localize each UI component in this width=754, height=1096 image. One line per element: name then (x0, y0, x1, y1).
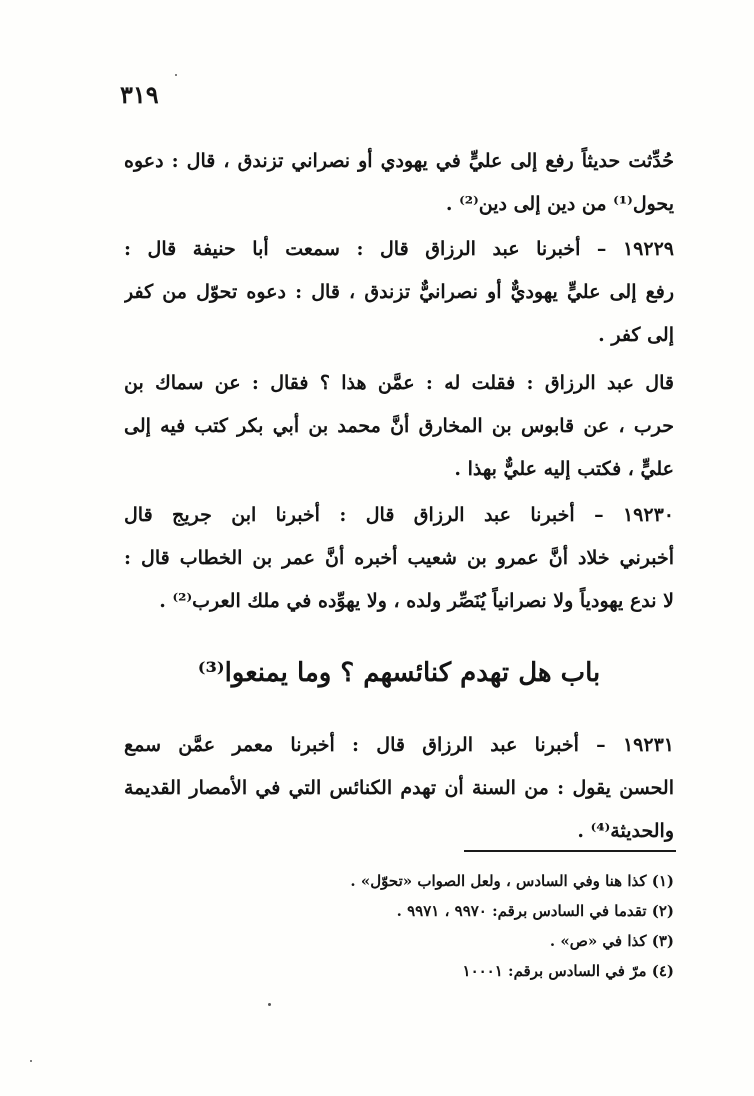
paragraph-line: رفع إلى عليٍّ يهوديٌّ أو نصرانيٌّ تزندق ، قال : دعوه تحوّل من كفر (124, 281, 674, 303)
hadith-19229 (124, 228, 674, 357)
footnote-3: (٣) كذا في «ص» . (549, 932, 674, 950)
footnote-1: (١) كذا هنا وفي السادس ، ولعل الصواب «تحوّل» . (350, 872, 674, 890)
paragraph-line: إلى كفر . (598, 324, 674, 346)
paragraph-line: عليٍّ ، فكتب إليه عليٌّ بهذا . (454, 458, 674, 480)
paragraph-line: يحول⁽¹⁾ من دين إلى دين⁽²⁾ . (445, 193, 674, 215)
paragraph-1 (124, 140, 674, 226)
chapter-heading: باب هل تهدم كنائسهم ؟ وما يمنعوا⁽³⁾ (197, 658, 601, 688)
paragraph-line: أخبرني خلاد أنَّ عمرو بن شعيب أخبره أنَّ عمر بن الخطاب قال : (124, 547, 674, 569)
paragraph-abd-al-razzaq (124, 362, 674, 491)
footnote-2: (٢) تقدما في السادس برقم: ٩٩٧٠ ، ٩٩٧١ . (396, 902, 674, 920)
scan-speck (268, 1003, 271, 1006)
hadith-19230 (124, 494, 674, 623)
paragraph-line: قال عبد الرزاق : فقلت له : عمَّن هذا ؟ فقال : عن سماك بن (124, 372, 674, 394)
paragraph-line: والحديثة⁽⁴⁾ . (577, 820, 674, 842)
paragraph-line: حرب ، عن قابوس بن المخارق أنَّ محمد بن أبي بكر كتب فيه إلى (124, 415, 674, 437)
page-number: ٣١٩ (120, 80, 159, 109)
footnote-divider (464, 850, 676, 852)
paragraph-line: حُدِّثت حديثاً رفع إلى عليٍّ في يهودي أو نصراني تزندق ، قال : دعوه (124, 150, 674, 172)
paragraph-line: ١٩٢٣٠ – أخبرنا عبد الرزاق قال : أخبرنا ابن جريج قال (124, 504, 674, 526)
paragraph-line: ١٩٢٢٩ – أخبرنا عبد الرزاق قال : سمعت أبا حنيفة قال : (124, 238, 674, 260)
hadith-19231 (124, 724, 674, 853)
footnote-4: (٤) مرّ في السادس برقم: ١٠٠٠١ (462, 962, 674, 980)
scan-speck (175, 74, 177, 76)
paragraph-line: الحسن يقول : من السنة أن تهدم الكنائس التي في الأمصار القديمة (124, 777, 674, 799)
paragraph-line: لا ندع يهودياً ولا نصرانياً يُنَصِّر ولده ، ولا يهوِّده في ملك العرب⁽²⁾ . (159, 590, 674, 612)
scan-speck (30, 1060, 32, 1062)
footnotes (260, 866, 674, 986)
paragraph-line: ١٩٢٣١ – أخبرنا عبد الرزاق قال : أخبرنا معمر عمَّن سمع (124, 734, 674, 756)
